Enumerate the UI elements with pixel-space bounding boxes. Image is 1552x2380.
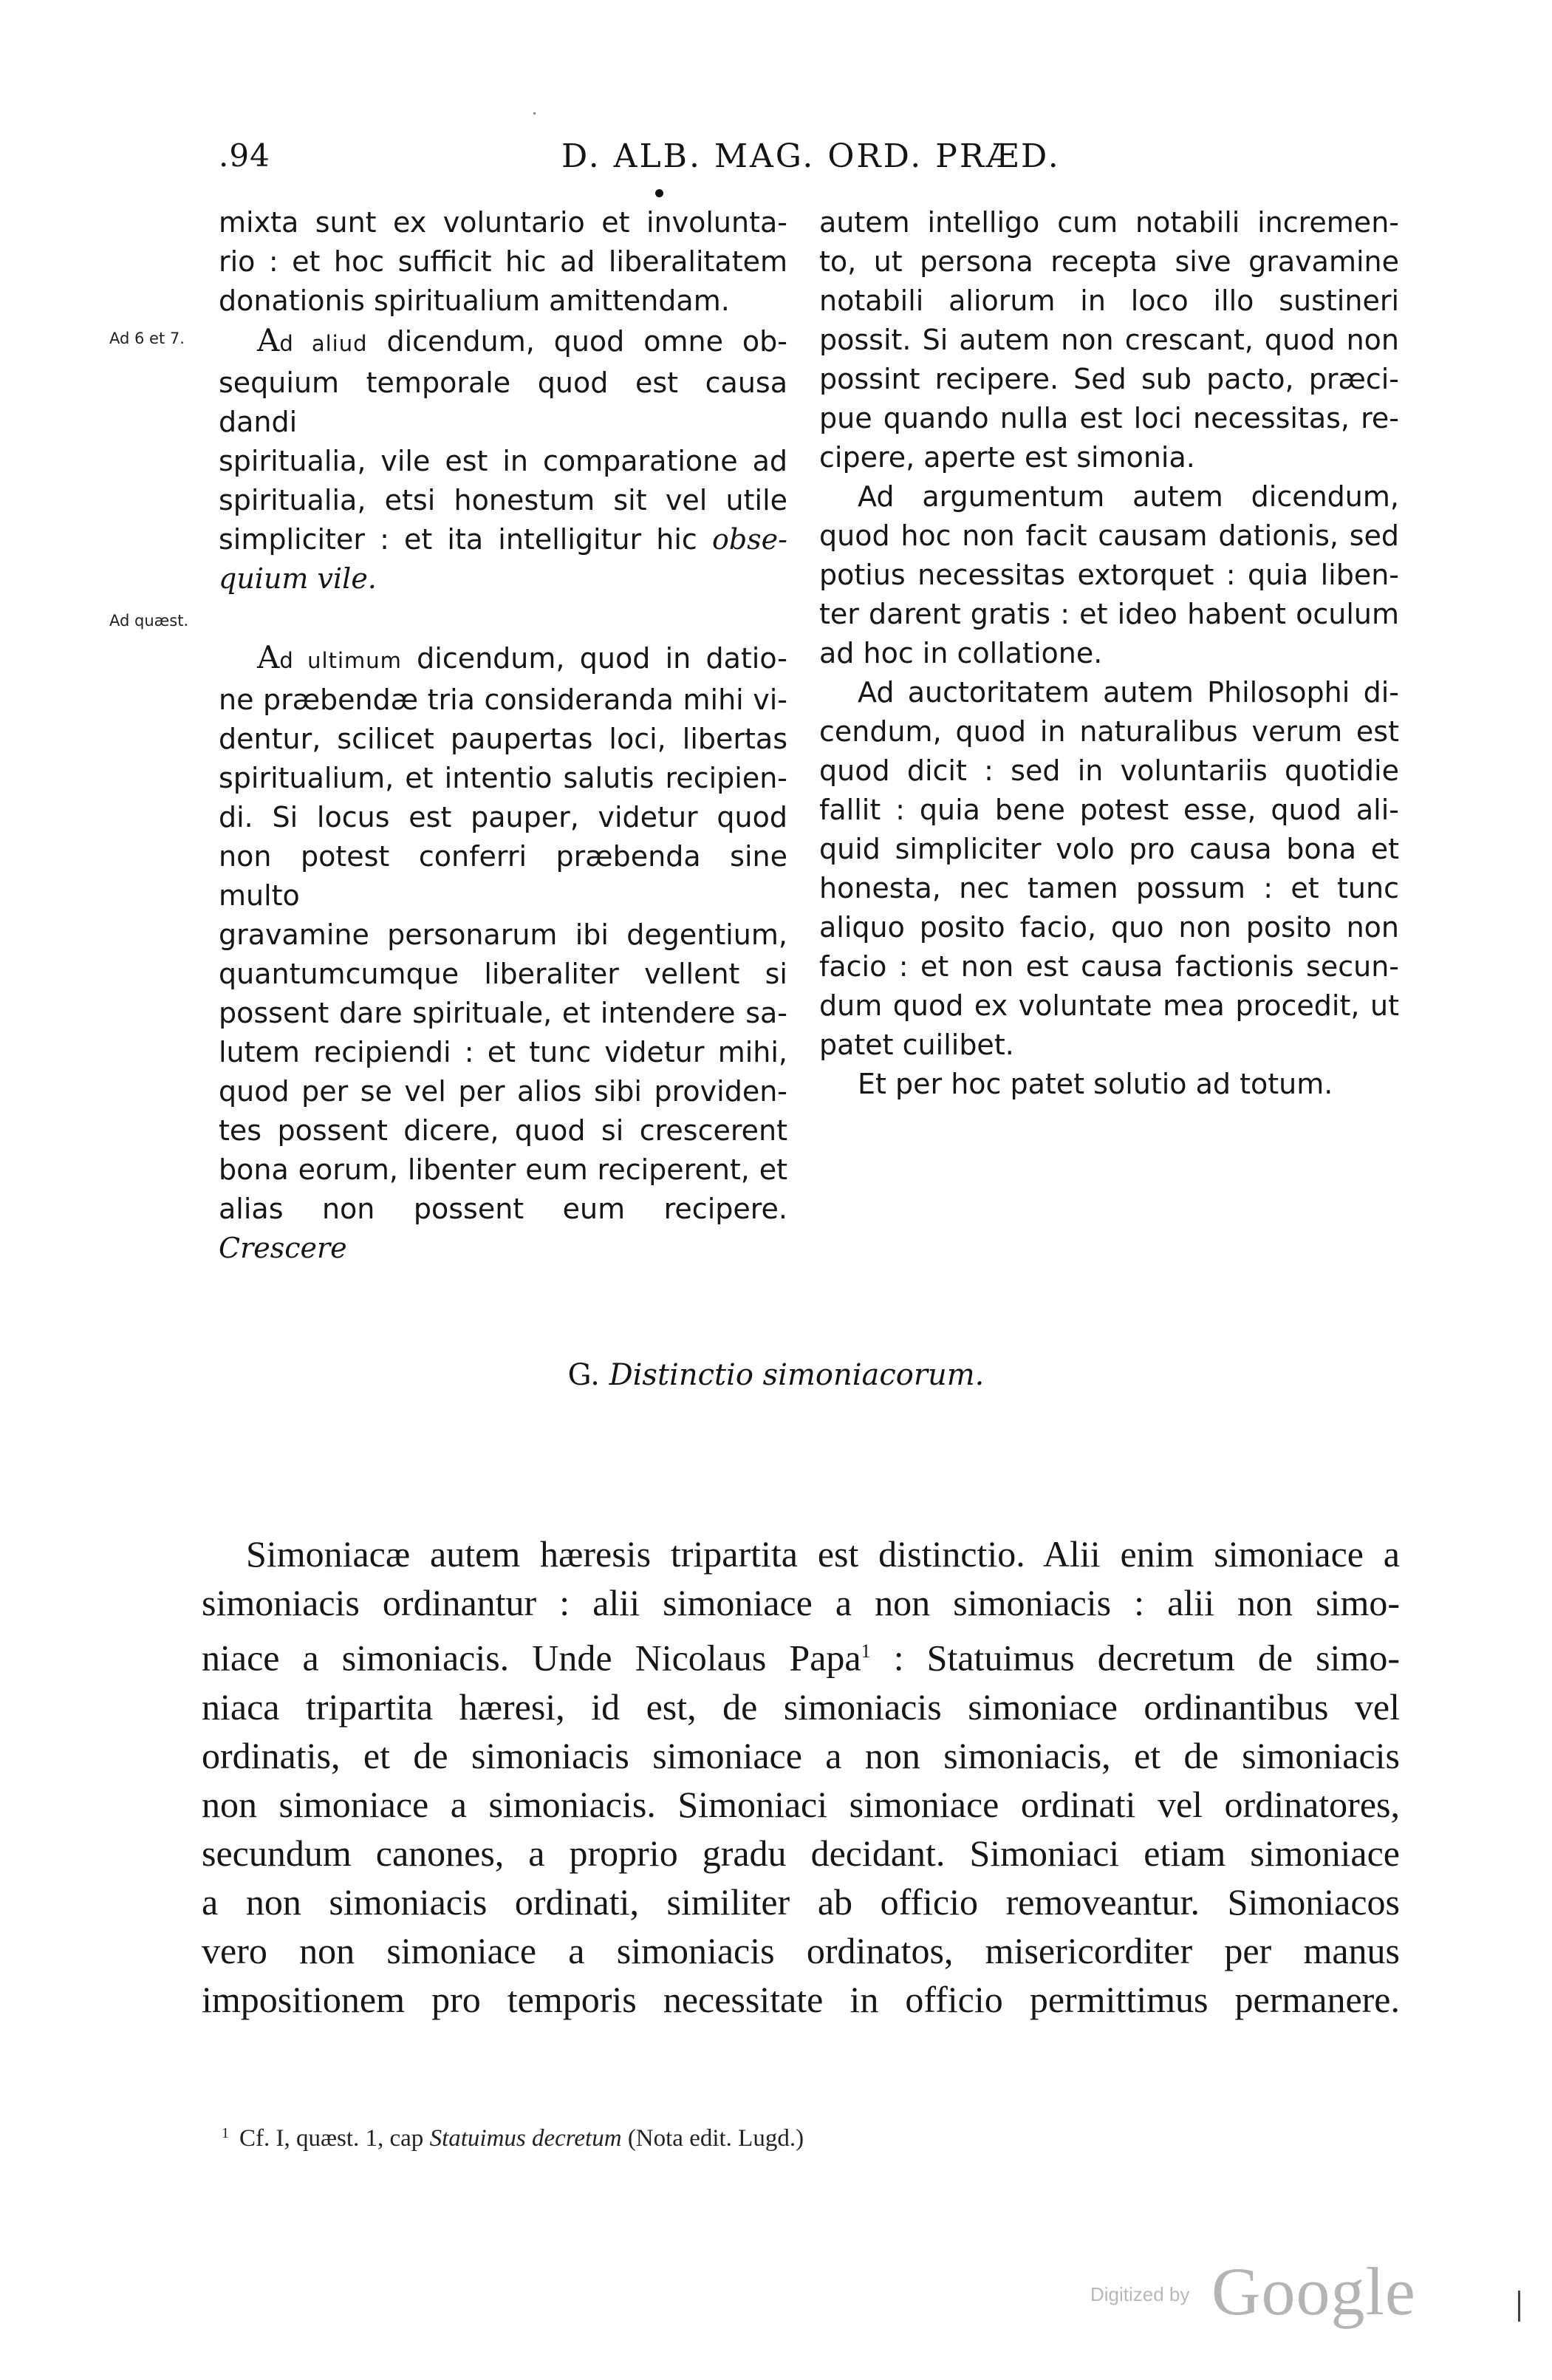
- lead-small-caps: d ultimum: [279, 648, 402, 673]
- margin-note: Ad 6 et 7.: [109, 330, 185, 347]
- speck: [533, 112, 536, 115]
- google-logo: Google: [1211, 2254, 1416, 2329]
- edge-mark: [1518, 2291, 1520, 2322]
- text-line: spiritualium, et intentio salutis recipien-: [219, 762, 787, 794]
- footnote: $^1$ Cf. I, quæst. 1, cap Statuimus decretum (Nota edit. Lugd.): [222, 2125, 804, 2152]
- text-line: cipere, aperte est simonia.: [819, 441, 1195, 474]
- text-line: tes possent dicere, quod si crescerent: [219, 1114, 787, 1147]
- text-line: autem intelligo cum notabili incremen-: [819, 206, 1399, 239]
- text-line: quod dicit : sed in voluntariis quotidie: [819, 754, 1399, 787]
- text-line: honesta, nec tamen possum : et tunc: [819, 872, 1399, 904]
- digitized-by-label: Digitized by: [1090, 2283, 1190, 2305]
- text-line: Ad ultimum dicendum, quod in datio-: [257, 639, 787, 675]
- text-line: lutem recipiendi : et tunc videtur mihi,: [219, 1036, 787, 1068]
- text-line: impositionem pro temporis necessitate in officio permittimus permanere.: [202, 1978, 1400, 2020]
- running-head: D. ALB. MAG. ORD. PRÆD.: [561, 137, 1061, 175]
- text-line: ne præbendæ tria consideranda mihi vi-: [219, 683, 787, 716]
- lead-capital: A: [257, 322, 280, 358]
- text-line: pue quando nulla est loci necessitas, re-: [819, 402, 1399, 434]
- lead-small-caps: d aliud: [279, 331, 368, 356]
- text-line: niaca tripartita hæresi, id est, de simoniacis simoniace ordinantibus vel: [202, 1685, 1400, 1728]
- text-line: Ad aliud dicendum, quod omne ob-: [257, 322, 787, 358]
- ornament-dot: [655, 189, 663, 197]
- text-line: quid simpliciter volo pro causa bona et: [819, 833, 1399, 865]
- margin-note: Ad quæst.: [109, 612, 189, 630]
- text-line: vero non simoniace a simoniacis ordinatos, misericorditer per manus: [202, 1929, 1400, 1971]
- text-line: ad hoc in collatione.: [819, 637, 1103, 669]
- text-line: di. Si locus est pauper, videtur quod: [219, 801, 787, 833]
- text-line: spiritualia, etsi honestum sit vel utile: [219, 484, 787, 516]
- text-line: simoniacis ordinantur : alii simoniace a non simoniacis : alii non simo-: [202, 1582, 1400, 1623]
- text-line: aliquo posito facio, quo non posito non: [819, 911, 1399, 944]
- text-line: Ad argumentum autem dicendum,: [858, 480, 1399, 513]
- text-line: notabili aliorum in loco illo sustineri: [819, 284, 1399, 317]
- text-line: Et per hoc patet solutio ad totum.: [858, 1068, 1333, 1100]
- text-line: possint recipere. Sed sub pacto, præci-: [819, 363, 1399, 395]
- text-line: sequium temporale quod est causa dandi: [219, 366, 787, 438]
- page-number: .94: [219, 137, 270, 174]
- text-line: simpliciter : et ita intelligitur hic obse-: [219, 523, 787, 556]
- text-line: secundum canones, a proprio gradu decidant. Simoniaci etiam simoniace: [202, 1832, 1400, 1874]
- right-column: [819, 203, 1399, 1104]
- left-column: [219, 203, 787, 1268]
- footnote-mark: 1: [222, 2125, 229, 2141]
- text-line: donationis spiritualium amittendam.: [219, 284, 730, 317]
- text-line: facio : et non est causa factionis secun-: [819, 950, 1399, 983]
- text-line: non potest conferri præbenda sine multo: [219, 840, 787, 912]
- section-title-text: Distinctio simoniacorum.: [609, 1358, 985, 1392]
- text-line: cendum, quod in naturalibus verum est: [819, 715, 1399, 748]
- text-line: a non simoniacis ordinati, similiter ab officio removeantur. Simoniacos: [202, 1881, 1400, 1923]
- text-line: fallit : quia bene potest esse, quod ali-: [819, 794, 1399, 826]
- text-line: alias non possent eum recipere. Crescere: [219, 1193, 787, 1264]
- text-line: spiritualia, vile est in comparatione ad: [219, 445, 787, 477]
- text-line: dentur, scilicet paupertas loci, libertas: [219, 723, 787, 755]
- text-line: possit. Si autem non crescant, quod non: [819, 324, 1399, 356]
- text-line: non simoniace a simoniacis. Simoniaci simoniace ordinati vel ordinatores,: [202, 1783, 1400, 1825]
- lead-capital: A: [257, 639, 280, 675]
- text-line: quium vile.: [219, 562, 377, 595]
- footnote-ref[interactable]: 1: [861, 1640, 871, 1662]
- text-line: quod hoc non facit causam dationis, sed: [819, 519, 1399, 552]
- text-line: gravamine personarum ibi degentium,: [219, 918, 787, 951]
- text-line: mixta sunt ex voluntario et involunta-: [219, 206, 787, 239]
- text-line: possent dare spirituale, et intendere sa-: [219, 997, 787, 1029]
- main-paragraph: [202, 1530, 1400, 2024]
- text-line: ter darent gratis : et ideo habent oculum: [819, 598, 1399, 630]
- text-line: patet cuilibet.: [819, 1029, 1014, 1061]
- section-title: [0, 1358, 1552, 1392]
- text-line: dum quod ex voluntate mea procedit, ut: [819, 989, 1399, 1022]
- text-line: Simoniacæ autem hæresis tripartita est distinctio. Alii enim simoniace a: [246, 1533, 1400, 1575]
- section-letter: G.: [567, 1358, 600, 1392]
- text-line: quantumcumque liberaliter vellent si: [219, 958, 787, 990]
- text-line: ordinatis, et de simoniacis simoniace a non simoniacis, et de simoniacis: [202, 1734, 1400, 1776]
- text-line: potius necessitas extorquet : quia liben-: [819, 559, 1399, 591]
- text-line: niace a simoniacis. Unde Nicolaus Papa$^1$ : Statuimus decretum de simo-: [202, 1637, 1400, 1679]
- text-line: Ad auctoritatem autem Philosophi di-: [858, 676, 1399, 709]
- text-line: bona eorum, libenter eum reciperent, et: [219, 1153, 787, 1186]
- text-line: quod per se vel per alios sibi providen-: [219, 1075, 787, 1108]
- text-line: rio : et hoc sufficit hic ad liberalitatem: [219, 245, 787, 278]
- text-line: to, ut persona recepta sive gravamine: [819, 245, 1399, 278]
